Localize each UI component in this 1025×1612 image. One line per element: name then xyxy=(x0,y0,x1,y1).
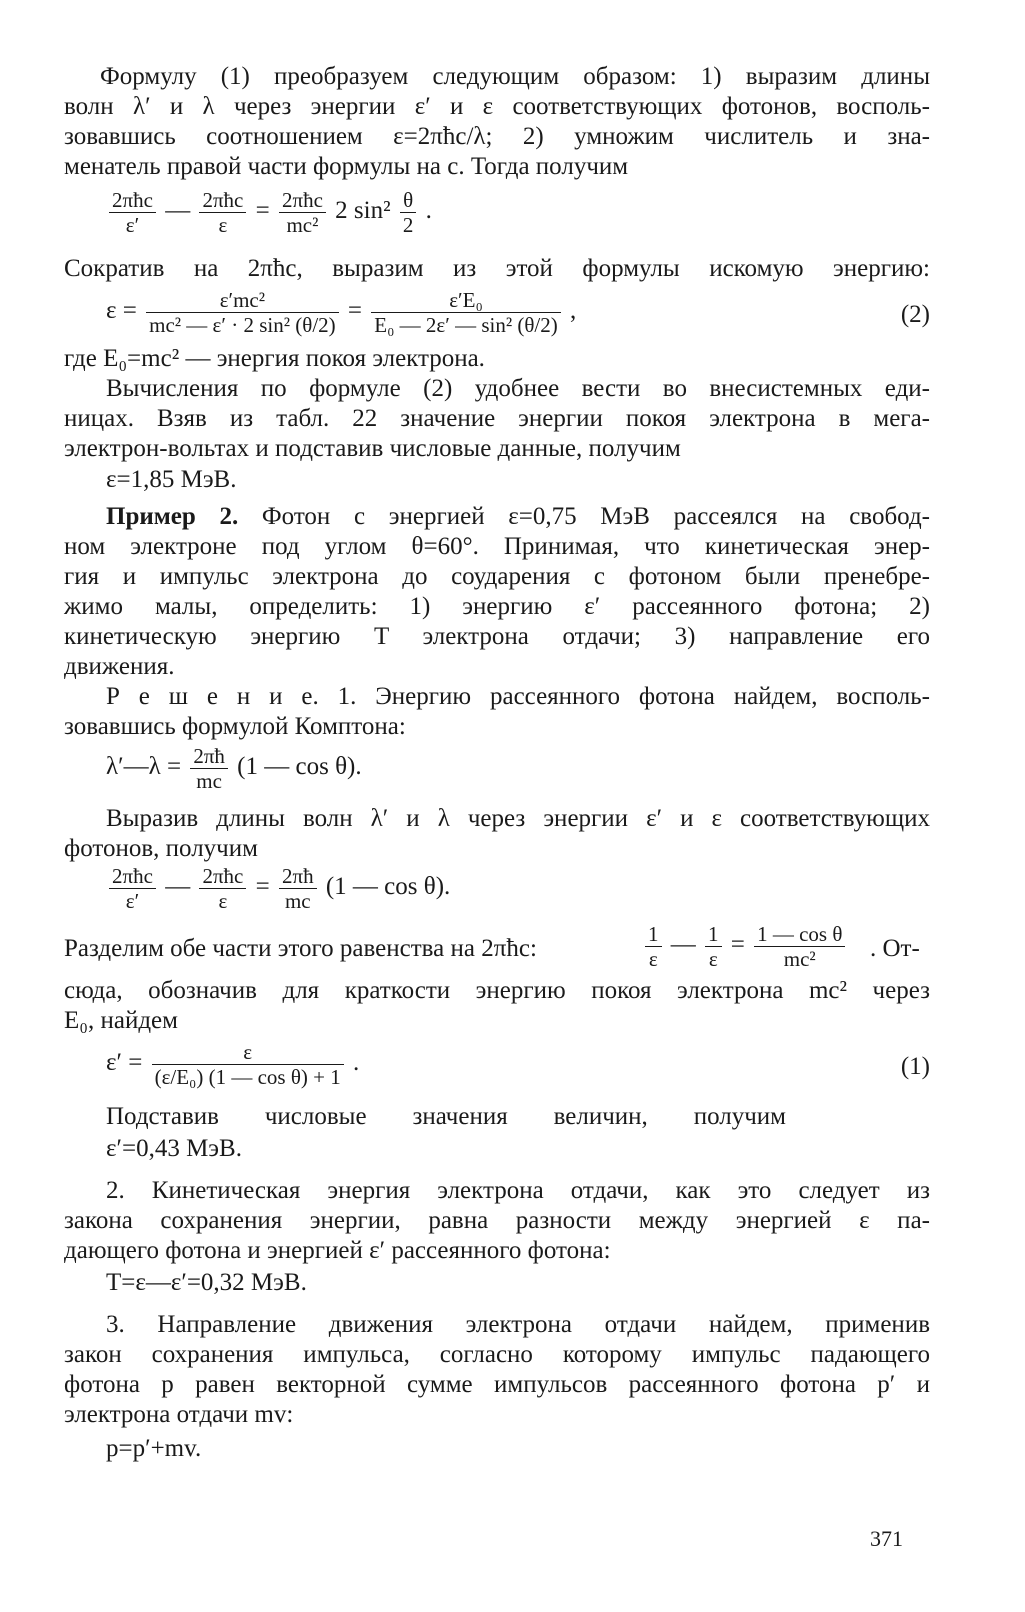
text-line-18: зовавшись формулой Комптона: xyxy=(64,713,406,740)
eq5-num2: 1 xyxy=(705,922,722,947)
text-line-13: гия и импульс электрона до соударения с фотоном были пренебре- xyxy=(64,563,930,590)
page-number: 371 xyxy=(870,1526,903,1551)
eq2-den2: E₀ — 2ε′ — sin² (θ/2) xyxy=(374,313,558,337)
eq2-den1: mc² — ε′ · 2 sin² (θ/2) xyxy=(149,313,336,337)
text-line-22: сюда, обозначив для краткости энергию покоя электрона mc² через xyxy=(64,977,930,1004)
text-line-33: электрона отдачи mv: xyxy=(64,1401,294,1428)
example-2-label: Пример 2. xyxy=(106,503,239,530)
text-line-31: закон сохранения импульса, согласно которому импульс падающего xyxy=(64,1341,930,1368)
eq4-den3: mc xyxy=(284,889,311,913)
text-line-19: Выразив длины волн λ′ и λ через энергии ε′ и ε соответствующих xyxy=(106,805,930,832)
eq6-den1: (ε/E₀) (1 — cos θ) + 1 xyxy=(154,1065,341,1089)
text-line-20: фотонов, получим xyxy=(64,835,258,862)
eq2-comma: , xyxy=(570,297,577,325)
text-line-28: дающего фотона и энергией ε′ рассеянного фотона: xyxy=(64,1237,611,1264)
text-line-5: Сократив на 2πħc, выразим из этой формулы искомую энергию: xyxy=(64,255,930,282)
eq2-lhs: ε = xyxy=(106,297,137,325)
text-line-4: менатель правой части формулы на c. Тогда получим xyxy=(64,153,629,180)
text-line-3: зовавшись соотношением ε=2πħc/λ; 2) умножим числитель и зна- xyxy=(64,123,930,150)
text-line-8: ницах. Взяв из табл. 22 значение энергии покоя электрона в мега- xyxy=(64,405,930,432)
eq3-tail: (1 — cos θ). xyxy=(237,753,362,781)
eq3-lhs: λ′—λ = xyxy=(106,753,182,781)
equation-6-number: (1) xyxy=(900,1053,930,1080)
eq1-num2: 2πħc xyxy=(199,188,246,213)
equation-6 xyxy=(106,1040,359,1089)
text-line-16: движения. xyxy=(64,653,175,680)
eq6-num1: ε xyxy=(152,1040,344,1065)
eq1-num3: 2πħc xyxy=(279,188,326,213)
eq4-num3: 2πħ xyxy=(279,864,317,889)
text-line-27: закона сохранения энергии, равна разности между энергией ε па- xyxy=(64,1207,930,1234)
eq1-equals: = xyxy=(255,197,270,225)
equation-3 xyxy=(106,744,362,793)
eq6-lhs: ε′ = xyxy=(106,1049,143,1077)
example-2-line-1-text: Фотон с энергией ε=0,75 МэВ рассеялся на свобод- xyxy=(261,503,930,530)
equation-5 xyxy=(642,922,848,971)
eq6-period: . xyxy=(353,1049,360,1077)
eq5-den3: mc² xyxy=(783,947,816,971)
text-line-7: Вычисления по формуле (2) удобнее вести во внесистемных еди- xyxy=(106,375,930,402)
text-line-21: Разделим обе части этого равенства на 2πħc: xyxy=(64,935,537,962)
equation-4 xyxy=(106,864,450,913)
eq4-num1: 2πħc xyxy=(109,864,156,889)
eq4-equals: = xyxy=(255,873,270,901)
eq4-tail: (1 — cos θ). xyxy=(325,873,451,901)
eq1-sin: 2 sin² xyxy=(335,197,391,225)
text-line-34: p=p′+mv. xyxy=(106,1435,202,1462)
eq5-den2: ε xyxy=(708,947,718,971)
text-line-14: жимо малы, определить: 1) энергию ε′ рассеянного фотона; 2) xyxy=(64,593,930,620)
eq2-equals: = xyxy=(347,297,363,325)
text-line-26: 2. Кинетическая энергия электрона отдачи, как это следует из xyxy=(106,1177,930,1204)
text-line-24: Подставив числовые значения величин, получим xyxy=(106,1103,786,1130)
eq2-num1: ε′mc² xyxy=(146,288,339,313)
eq4-op1: — xyxy=(165,873,191,901)
text-line-25: ε′=0,43 МэВ. xyxy=(106,1135,242,1162)
eq1-den3: mc² xyxy=(286,213,319,237)
text-line-12: ном электроне под углом θ=60°. Принимая, что кинетическая энер- xyxy=(64,533,930,560)
eq5-num3: 1 — cos θ xyxy=(754,922,845,947)
text-line-1: Формулу (1) преобразуем следующим образом: 1) выразим длины xyxy=(100,63,930,90)
text-line-2: волн λ′ и λ через энергии ε′ и ε соответствующих фотонов, восполь- xyxy=(64,93,930,120)
text-line-21-tail: . От- xyxy=(870,935,920,962)
text-line-6: где E₀=mc² — энергия покоя электрона. xyxy=(64,345,485,372)
eq5-num1: 1 xyxy=(645,922,662,947)
eq2-num2: ε′E₀ xyxy=(371,288,561,313)
equation-1 xyxy=(106,188,432,237)
eq1-num4: θ xyxy=(400,188,417,213)
eq1-den2: ε xyxy=(218,213,228,237)
example-2-line-1 xyxy=(106,502,930,532)
eq5-op1: — xyxy=(670,931,696,959)
eq3-den1: mc xyxy=(196,769,222,793)
equation-2-number: (2) xyxy=(900,301,930,328)
text-line-32: фотона p равен векторной сумме импульсов рассеянного фотона p′ и xyxy=(64,1371,930,1398)
text-line-9: электрон-вольтах и подставив числовые данные, получим xyxy=(64,435,681,462)
eq1-den4: 2 xyxy=(402,213,414,237)
eq1-op1: — xyxy=(165,197,191,225)
eq5-den1: ε xyxy=(648,947,658,971)
eq1-num1: 2πħc xyxy=(109,188,156,213)
text-line-30: 3. Направление движения электрона отдачи найдем, применив xyxy=(106,1311,930,1338)
eq4-den2: ε xyxy=(218,889,228,913)
eq4-den1: ε′ xyxy=(125,889,140,913)
equation-2 xyxy=(106,288,576,337)
eq1-den1: ε′ xyxy=(125,213,140,237)
eq4-num2: 2πħc xyxy=(199,864,246,889)
text-line-10: ε=1,85 МэВ. xyxy=(106,466,237,493)
text-line-29: T=ε—ε′=0,32 МэВ. xyxy=(106,1269,307,1296)
text-line-23: E₀, найдем xyxy=(64,1007,178,1034)
eq5-equals: = xyxy=(730,931,745,959)
eq3-num1: 2πħ xyxy=(190,744,228,769)
text-line-17: Р е ш е н и е. 1. Энергию рассеянного фотона найдем, восполь- xyxy=(106,683,930,710)
text-line-15: кинетическую энергию T электрона отдачи; 3) направление его xyxy=(64,623,930,650)
eq1-period: . xyxy=(425,197,432,225)
